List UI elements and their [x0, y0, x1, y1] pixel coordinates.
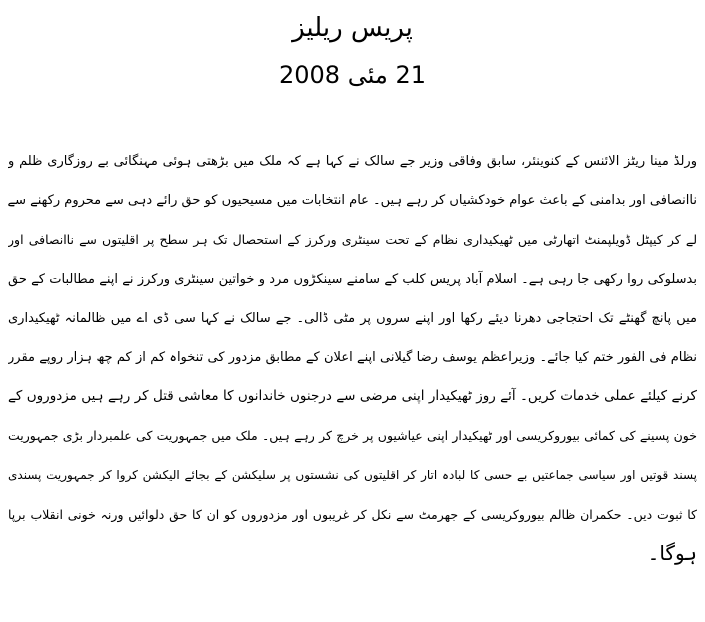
paragraph-line: ناانصافی اور بدامنی کے باعث عوام خودکشیاں کر رہے ہیں۔ عام انتخابات میں مسیحیوں کو حق رائے دہی سے محروم رکھنے سے [8, 193, 697, 209]
paragraph-line: پسند قوتیں اور سیاسی جماعتیں بے حسی کا لبادہ اتار کر اقلیتوں کی نشستوں پر سلیکشن کے بجائے الیکشن کروا کر جمہوریت پسندی [8, 467, 697, 482]
paragraph-line: کرنے کیلئے عملی خدمات کریں۔ آئے روز ٹھیکیدار اپنی مرضی سے درجنوں خاندانوں کا معاشی قتل کر رہے ہیں مزدوروں کے [8, 388, 697, 405]
paragraph-line: لے کر کیپٹل ڈویلپمنٹ اتھارٹی میں ٹھیکیداری نظام کے تحت سینٹری ورکرز کے استحصال تک ہر سطح پر اقلیتوں سے ناانصافی اور [8, 232, 697, 248]
paragraph-line: بدسلوکی روا رکھی جا رہی ہے۔ اسلام آباد پریس کلب کے سامنے سینکڑوں مرد و خواتین سینٹری ورکرز نے اپنے مطالبات کے حق [8, 271, 697, 287]
page-title: پریس ریلیز [292, 13, 413, 43]
paragraph-line: نظام فی الفور ختم کیا جائے۔ وزیراعظم یوسف رضا گیلانی اپنے اعلان کے مطابق مزدور کی تنخواہ کم از کم چھ ہزار روپے مقرر [8, 349, 697, 365]
paragraph-line: ہوگا۔ [647, 540, 697, 565]
body-paragraph [8, 142, 697, 573]
release-date: 21 مئی 2008 [279, 61, 426, 89]
paragraph-line: ورلڈ مینا ریٹز الائنس کے کنوینئر، سابق وفاقی وزیر جے سالک نے کہا ہے کہ ملک میں بڑھتی ہوئی مہنگائی بے روزگاری ظلم و [8, 154, 697, 169]
paragraph-line: خون پسینے کی کمائی بیوروکریسی اور ٹھیکیدار اپنی عیاشیوں پر خرچ کر رہے ہیں۔ ملک میں جمہوریت کی علمبردار بڑی جمہوریت [8, 428, 697, 444]
paragraph-line: کا ثبوت دیں۔ حکمران ظالم بیوروکریسی کے جھرمٹ سے نکل کر غریبوں اور مزدوروں کو ان کا حق دلوائیں ورنہ خونی انقلاب برپا [8, 506, 697, 522]
paragraph-line: میں پانچ گھنٹے تک احتجاجی دھرنا دیئے رکھا اور اپنے سروں پر مٹی ڈالی۔ جے سالک نے کہا سی ڈی اے میں ظالمانہ ٹھیکیداری [8, 310, 697, 326]
